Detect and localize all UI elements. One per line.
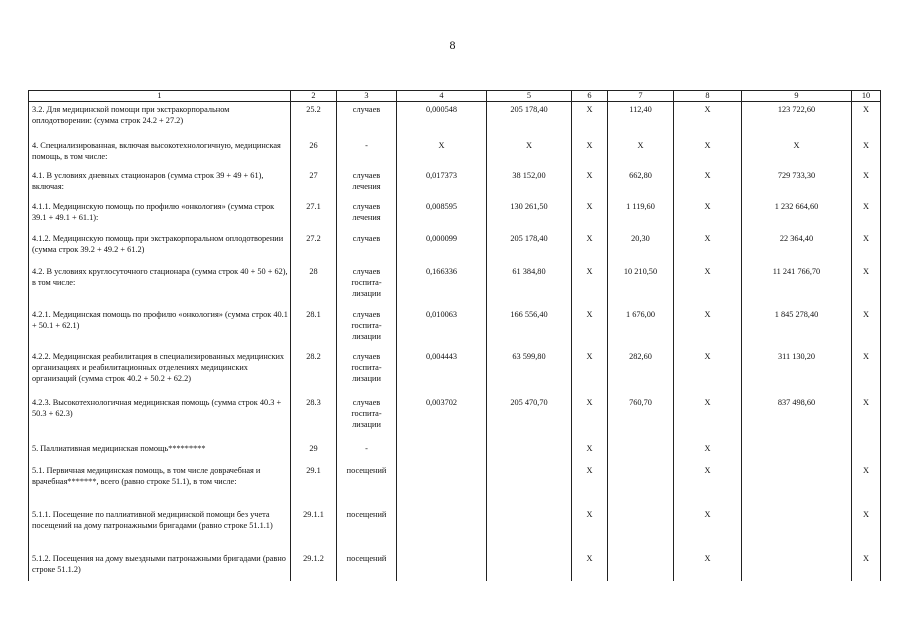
cell-6: X: [572, 102, 608, 138]
row-label: 4.1.1. Медицинскую помощь по профилю «онкология» (сумма строк 39.1 + 49.1 + 61.1):: [29, 199, 291, 231]
table-row: [29, 264, 881, 307]
col-header-4: 4: [397, 91, 487, 102]
cell-7: 282,60: [608, 349, 674, 395]
cell-6: X: [572, 463, 608, 507]
cell-9: [742, 551, 852, 581]
row-label: 4.2.3. Высокотехнологичная медицинская помощь (сумма строк 40.3 + 50.3 + 62.3): [29, 395, 291, 441]
cost-cell: [487, 441, 572, 463]
table-row: [29, 231, 881, 264]
cost-cell: 63 599,80: [487, 349, 572, 395]
row-label: 5.1. Первичная медицинская помощь, в том числе доврачебная и врачебная*******, всего (равно строке 51.1), в том числе:: [29, 463, 291, 507]
cell-10: X: [852, 507, 881, 551]
col-header-8: 8: [674, 91, 742, 102]
cell-9: [742, 441, 852, 463]
cost-cell: 205 470,70: [487, 395, 572, 441]
unit-cell: -: [337, 441, 397, 463]
row-label: 5.1.1. Посещение по паллиативной медицинской помощи без учета посещений на дому патронажными бригадами (равно строке 51.1.1): [29, 507, 291, 551]
row-number: 27.1: [291, 199, 337, 231]
row-number: 28.2: [291, 349, 337, 395]
col-header-2: 2: [291, 91, 337, 102]
row-number: 29.1.2: [291, 551, 337, 581]
cell-7: [608, 507, 674, 551]
row-number: 26: [291, 138, 337, 168]
cost-cell: X: [487, 138, 572, 168]
norm-cell: 0,000548: [397, 102, 487, 138]
table-row: [29, 551, 881, 581]
cell-10: X: [852, 102, 881, 138]
cell-6: X: [572, 199, 608, 231]
col-header-7: 7: [608, 91, 674, 102]
tariff-table: [28, 90, 881, 581]
cell-10: X: [852, 551, 881, 581]
row-number: 27.2: [291, 231, 337, 264]
cost-cell: 61 384,80: [487, 264, 572, 307]
norm-cell: 0,010063: [397, 307, 487, 349]
cell-9: [742, 463, 852, 507]
cell-10: X: [852, 138, 881, 168]
cell-6: X: [572, 307, 608, 349]
cell-9: 22 364,40: [742, 231, 852, 264]
cell-8: X: [674, 168, 742, 199]
row-label: 4.1.2. Медицинскую помощь при экстракорпоральном оплодотворении (сумма строк 39.2 + 49.2 + 61.2): [29, 231, 291, 264]
col-header-5: 5: [487, 91, 572, 102]
table-row: [29, 102, 881, 138]
row-label: 5.1.2. Посещения на дому выездными патронажными бригадами (равно строке 51.1.2): [29, 551, 291, 581]
cell-6: X: [572, 138, 608, 168]
cell-6: X: [572, 349, 608, 395]
table-row: [29, 441, 881, 463]
col-header-6: 6: [572, 91, 608, 102]
row-label: 5. Паллиативная медицинская помощь*********: [29, 441, 291, 463]
row-number: 29.1.1: [291, 507, 337, 551]
row-number: 28: [291, 264, 337, 307]
norm-cell: 0,008595: [397, 199, 487, 231]
cell-10: X: [852, 168, 881, 199]
cell-8: X: [674, 138, 742, 168]
table-row: [29, 349, 881, 395]
norm-cell: X: [397, 138, 487, 168]
norm-cell: 0,017373: [397, 168, 487, 199]
cell-6: X: [572, 507, 608, 551]
row-label: 4.1. В условиях дневных стационаров (сумма строк 39 + 49 + 61), включая:: [29, 168, 291, 199]
cell-7: 760,70: [608, 395, 674, 441]
cell-7: 1 119,60: [608, 199, 674, 231]
cell-8: X: [674, 199, 742, 231]
col-header-9: 9: [742, 91, 852, 102]
cell-9: 311 130,20: [742, 349, 852, 395]
cell-8: X: [674, 441, 742, 463]
unit-cell: случаев госпита-лизации: [337, 307, 397, 349]
table-row: [29, 138, 881, 168]
norm-cell: [397, 507, 487, 551]
row-number: 27: [291, 168, 337, 199]
norm-cell: [397, 551, 487, 581]
cost-cell: 205 178,40: [487, 231, 572, 264]
norm-cell: 0,166336: [397, 264, 487, 307]
cell-10: X: [852, 231, 881, 264]
unit-cell: посещений: [337, 507, 397, 551]
unit-cell: случаев лечения: [337, 168, 397, 199]
cell-10: [852, 441, 881, 463]
table-row: [29, 168, 881, 199]
cell-7: 1 676,00: [608, 307, 674, 349]
cell-8: X: [674, 463, 742, 507]
row-label: 4.2.2. Медицинская реабилитация в специализированных медицинских организациях и реабилитационных отделениях медицинских организаций (сумма строк 40.2 + 50.2 + 62.2): [29, 349, 291, 395]
cell-10: X: [852, 349, 881, 395]
cell-10: X: [852, 199, 881, 231]
cell-9: [742, 507, 852, 551]
cell-9: X: [742, 138, 852, 168]
cell-10: X: [852, 395, 881, 441]
cost-cell: 166 556,40: [487, 307, 572, 349]
norm-cell: [397, 441, 487, 463]
cell-10: X: [852, 307, 881, 349]
cell-10: X: [852, 463, 881, 507]
cell-9: 123 722,60: [742, 102, 852, 138]
cell-6: X: [572, 168, 608, 199]
cell-7: [608, 441, 674, 463]
row-number: 29: [291, 441, 337, 463]
row-number: 28.1: [291, 307, 337, 349]
cell-9: 1 232 664,60: [742, 199, 852, 231]
cell-7: 20,30: [608, 231, 674, 264]
row-number: 25.2: [291, 102, 337, 138]
unit-cell: случаев: [337, 231, 397, 264]
cell-9: 729 733,30: [742, 168, 852, 199]
unit-cell: посещений: [337, 463, 397, 507]
header-row: [29, 91, 881, 102]
unit-cell: случаев госпита-лизации: [337, 349, 397, 395]
cell-6: X: [572, 264, 608, 307]
cell-9: 837 498,60: [742, 395, 852, 441]
cell-7: 662,80: [608, 168, 674, 199]
cell-6: X: [572, 441, 608, 463]
unit-cell: случаев госпита-лизации: [337, 264, 397, 307]
cell-7: 112,40: [608, 102, 674, 138]
cell-6: X: [572, 551, 608, 581]
table-row: [29, 507, 881, 551]
cell-6: X: [572, 395, 608, 441]
cell-9: 1 845 278,40: [742, 307, 852, 349]
cost-cell: [487, 551, 572, 581]
row-label: 3.2. Для медицинской помощи при экстракорпоральном оплодотворении: (сумма строк 24.2 + 27.2): [29, 102, 291, 138]
unit-cell: случаев: [337, 102, 397, 138]
row-label: 4. Специализированная, включая высокотехнологичную, медицинская помощь, в том числе:: [29, 138, 291, 168]
cell-8: X: [674, 395, 742, 441]
table-row: [29, 307, 881, 349]
cell-8: X: [674, 349, 742, 395]
row-label: 4.2.1. Медицинская помощь по профилю «онкология» (сумма строк 40.1 + 50.1 + 62.1): [29, 307, 291, 349]
cell-7: X: [608, 138, 674, 168]
cost-cell: [487, 507, 572, 551]
cell-10: X: [852, 264, 881, 307]
cell-8: X: [674, 307, 742, 349]
cost-cell: 205 178,40: [487, 102, 572, 138]
cell-8: X: [674, 102, 742, 138]
cell-8: X: [674, 231, 742, 264]
norm-cell: 0,004443: [397, 349, 487, 395]
col-header-3: 3: [337, 91, 397, 102]
unit-cell: -: [337, 138, 397, 168]
unit-cell: посещений: [337, 551, 397, 581]
norm-cell: 0,003702: [397, 395, 487, 441]
cell-7: [608, 551, 674, 581]
row-number: 28.3: [291, 395, 337, 441]
cell-8: X: [674, 551, 742, 581]
cell-8: X: [674, 507, 742, 551]
row-number: 29.1: [291, 463, 337, 507]
norm-cell: [397, 463, 487, 507]
cell-7: 10 210,50: [608, 264, 674, 307]
table-row: [29, 395, 881, 441]
col-header-1: 1: [29, 91, 291, 102]
cell-6: X: [572, 231, 608, 264]
cost-cell: 130 261,50: [487, 199, 572, 231]
cost-cell: 38 152,00: [487, 168, 572, 199]
table-row: [29, 463, 881, 507]
page-number: 8: [449, 38, 456, 52]
col-header-10: 10: [852, 91, 881, 102]
table-row: [29, 199, 881, 231]
cell-8: X: [674, 264, 742, 307]
unit-cell: случаев госпита-лизации: [337, 395, 397, 441]
norm-cell: 0,000099: [397, 231, 487, 264]
unit-cell: случаев лечения: [337, 199, 397, 231]
row-label: 4.2. В условиях круглосуточного стационара (сумма строк 40 + 50 + 62), в том числе:: [29, 264, 291, 307]
cell-7: [608, 463, 674, 507]
cell-9: 11 241 766,70: [742, 264, 852, 307]
cost-cell: [487, 463, 572, 507]
